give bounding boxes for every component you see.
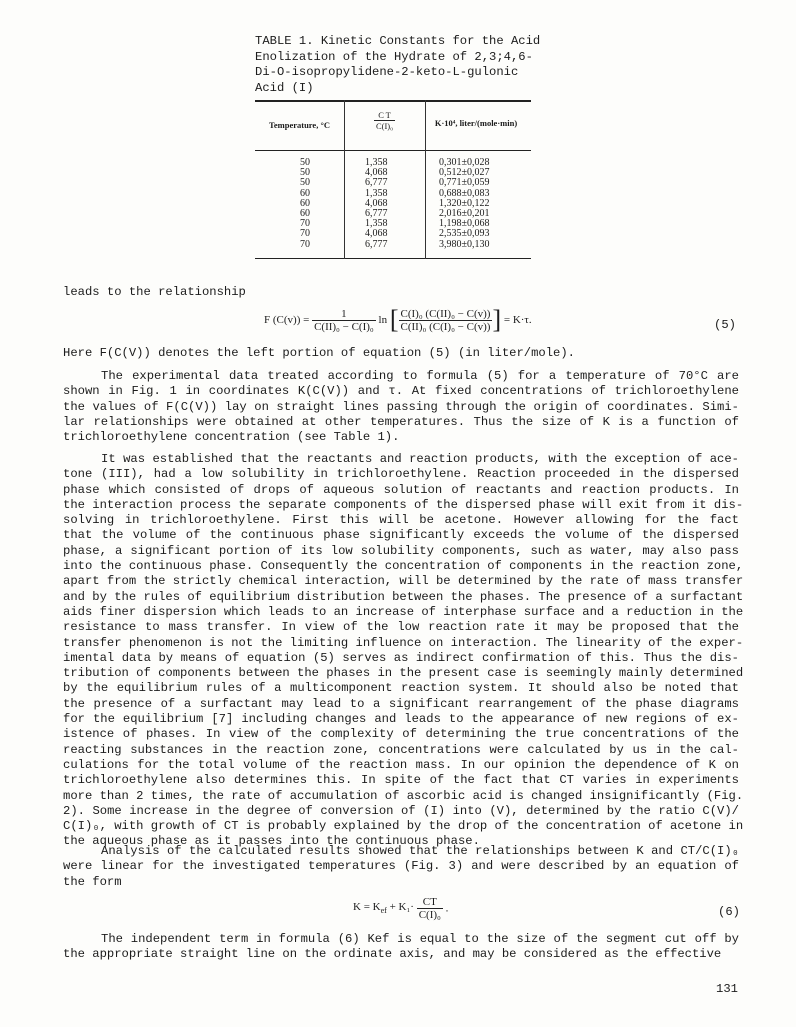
text-line: phase which consisted of drops of aqueous solution of reactants and reaction products. In bbox=[63, 482, 739, 497]
cell-k: 0,771±0,059 bbox=[439, 177, 490, 189]
column-ratio bbox=[365, 158, 415, 250]
column-k bbox=[439, 158, 519, 250]
cell-temperature: 70 bbox=[300, 218, 310, 230]
text-line: trichloroethylene also determines this. In spite of the fact that CT varies in experiments bbox=[63, 773, 739, 788]
text-line: istence of phases. In view of the complexity of determining the true concentrations of the bbox=[63, 727, 739, 742]
text-line: the values of F(C(V)) lay on straight lines passing through the origin of coordinates. Simi- bbox=[63, 399, 739, 414]
page-number: 131 bbox=[716, 982, 738, 996]
cell-temperature: 60 bbox=[300, 208, 310, 220]
paragraph-3 bbox=[63, 844, 739, 890]
cell-ratio: 6,777 bbox=[365, 238, 388, 250]
text-line: aids finer dispersion which leads to an increase of interphase surface and a reduction in the bbox=[63, 604, 744, 619]
text-line: C(I)₀, with growth of CT is probably explained by the drop of the concentration of acetone in bbox=[63, 819, 744, 834]
equation-5-number: (5) bbox=[714, 318, 736, 332]
text-line: apart from the strictly chemical interaction, will be determined by the rate of mass transfer bbox=[63, 574, 744, 589]
text-line: resistance to mass transfer. In view of the low reaction rate it may be proposed that the bbox=[63, 620, 739, 635]
text-line: Analysis of the calculated results showed that the relationships between K and CT/C(I)₀ bbox=[101, 844, 739, 858]
cell-ratio: 6,777 bbox=[365, 177, 388, 189]
text-line: were linear for the investigated temperatures (Fig. 3) and were described by an equation of bbox=[63, 859, 739, 874]
text-line: culations for the total volume of the reaction mass. In our opinion the dependence of K on bbox=[63, 757, 739, 772]
text-line: the interaction process the separate components of the dispersed phase will exit from it dis- bbox=[63, 497, 744, 512]
text-line: solving in trichloroethylene. First this will be acetone. However allowing for the fact bbox=[63, 513, 739, 528]
text-line: and by the rules of equilibrium distribution between the phases. The presence of a surfactant bbox=[63, 589, 744, 604]
paragraph-2 bbox=[63, 452, 744, 850]
text-line: tone (III), had a low solubility in trichloroethylene. Reaction proceeded in the dispersed bbox=[63, 467, 739, 482]
cell-ratio: 4,068 bbox=[365, 197, 388, 209]
equation-6: $K = K_{ef} + K_1\cdot$ $\frac{CT}{\text{C(I)₀}}$ . bbox=[353, 896, 449, 921]
cell-k: 1,320±0,122 bbox=[439, 197, 490, 209]
text-line: shown in Fig. 1 in coordinates K(C(V)) and τ. At fixed concentrations of trichloroethylene bbox=[63, 384, 739, 399]
text-line: The experimental data treated according to formula (5) for a temperature of 70°C are bbox=[101, 369, 739, 383]
text-line: trichloroethylene concentration (see Table 1). bbox=[63, 430, 400, 445]
header-k: K·10⁴, liter/(mole·min) bbox=[434, 118, 518, 128]
cell-k: 0,688±0,083 bbox=[439, 187, 490, 199]
equation-6-number: (6) bbox=[718, 905, 740, 919]
cell-k: 2,016±0,201 bbox=[439, 208, 490, 220]
text-line: The independent term in formula (6) Kef is equal to the size of the segment cut off by bbox=[101, 932, 739, 946]
text-line: the aqueous phase as it passes into the continuous phase. bbox=[63, 834, 480, 849]
kinetic-constants-table bbox=[255, 100, 531, 260]
text-line: 2). Some increase in the degree of conversion of (I) into (V), determined by the ratio C(V)/ bbox=[63, 803, 739, 818]
cell-k: 2,535±0,093 bbox=[439, 228, 490, 240]
cell-k: 3,980±0,130 bbox=[439, 238, 490, 250]
cell-ratio: 1,358 bbox=[365, 157, 388, 168]
cell-ratio: 1,358 bbox=[365, 187, 388, 199]
column-temperature bbox=[285, 158, 325, 250]
cell-ratio: 4,068 bbox=[365, 167, 388, 179]
cell-temperature: 60 bbox=[300, 197, 310, 209]
text-line: into the continuous phase. Consequently the concentration of components in the reaction zone, bbox=[63, 559, 744, 574]
text-line: reacting substances in the reaction zone, concentrations were calculated by us in the cal- bbox=[63, 742, 739, 757]
cell-temperature: 50 bbox=[300, 157, 310, 168]
text-line: lar relationships were obtained at other temperatures. Thus the size of K is a function of bbox=[63, 414, 739, 429]
cell-temperature: 50 bbox=[300, 177, 310, 189]
cell-ratio: 4,068 bbox=[365, 228, 388, 240]
header-temperature: Temperature, °C bbox=[268, 120, 330, 130]
paragraph-here: Here F(C(V)) denotes the left portion of equation (5) (in liter/mole). bbox=[63, 346, 575, 360]
text-line: that the volume of the continuous phase significantly exceeds the volume of the dispersed bbox=[63, 528, 739, 543]
text-line: tribution of components between the phases in the present case is seemingly mainly determined bbox=[63, 666, 744, 681]
equation-5: F (C(v)) = $\frac{1}{\text{C(II)₀ − C(I)₀}}$ ln [ $\frac{\text{C(I)₀ (C(II)₀ − C(v))}}{\text{C(II)₀ (C(I)₀ − C(v))}}$ ] = K·τ. bbox=[264, 305, 532, 334]
text-line: for the equilibrium [7] including changes and leads to the appearance of new regions of ex- bbox=[63, 712, 739, 727]
text-line: more than 2 times, the rate of accumulation of ascorbic acid is changed insignificantly (Fig. bbox=[63, 788, 744, 803]
cell-ratio: 6,777 bbox=[365, 208, 388, 220]
text-line: by the equilibrium rules of a multicomponent reaction system. It should also be noted that bbox=[63, 681, 739, 696]
cell-temperature: 50 bbox=[300, 167, 310, 179]
cell-temperature: 70 bbox=[300, 228, 310, 240]
table-caption: TABLE 1. Kinetic Constants for the Acid Enolization of the Hydrate of 2,3;4,6- Di-O-isopropylidene-2-keto-L-gulonic Acid (I) bbox=[255, 34, 541, 95]
text-line: phase, a significant portion of its low solubility components, such as water, may also pass bbox=[63, 543, 739, 558]
cell-temperature: 60 bbox=[300, 187, 310, 199]
cell-k: 1,198±0,068 bbox=[439, 218, 490, 230]
text-line: transfer phenomenon is not the limiting influence on interaction. The linearity of the exper- bbox=[63, 635, 744, 650]
cell-k: 0,512±0,027 bbox=[439, 167, 490, 179]
header-ratio: $\frac{\text{C T}}{\text{C(I)₀}}$ bbox=[375, 110, 394, 131]
text-line: It was established that the reactants and reaction products, with the exception of ace- bbox=[101, 452, 739, 466]
text-line: the form bbox=[63, 874, 122, 889]
cell-ratio: 1,358 bbox=[365, 218, 388, 230]
paragraph-1 bbox=[63, 369, 739, 445]
paragraph-4 bbox=[63, 932, 739, 963]
cell-temperature: 70 bbox=[300, 238, 310, 250]
text-line: the appropriate straight line on the ordinate axis, and may be considered as the effective bbox=[63, 947, 722, 962]
cell-k: 0,301±0,028 bbox=[439, 157, 490, 168]
lead-in-text: leads to the relationship bbox=[63, 285, 246, 299]
text-line: imental data by means of equation (5) serves as indirect confirmation of this. Thus the dis- bbox=[63, 650, 739, 665]
text-line: the presence of a surfactant may lead to a significant rearrangement of the phase diagrams bbox=[63, 696, 739, 711]
